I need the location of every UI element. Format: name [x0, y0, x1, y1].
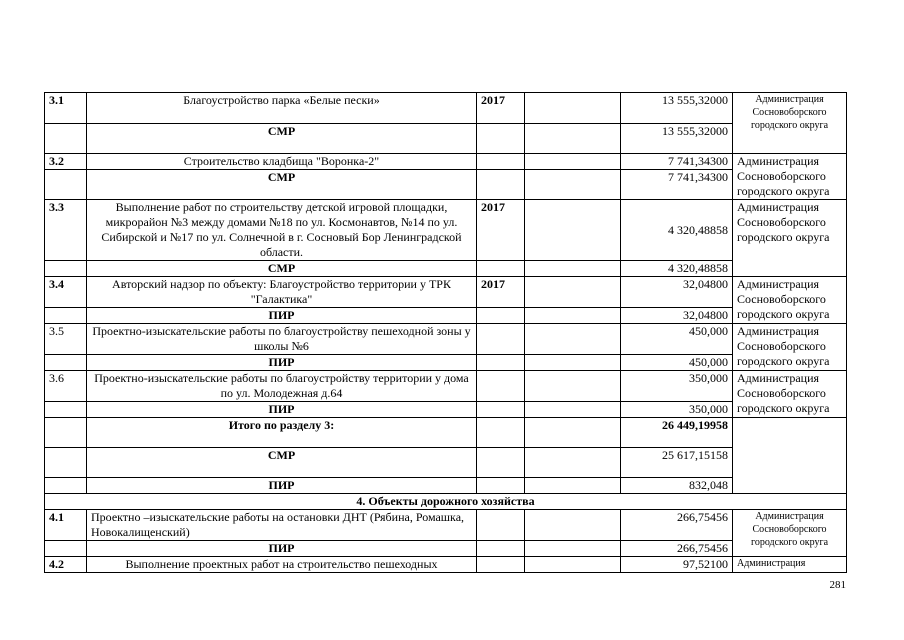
empty-cell: [45, 541, 87, 557]
row-number: 4.2: [45, 557, 87, 573]
row-amount: 13 555,32000: [621, 124, 733, 154]
table-row: [45, 557, 847, 573]
empty-cell: [45, 124, 87, 154]
table-row: [45, 124, 847, 154]
empty-cell: [525, 93, 621, 124]
row-amount: 13 555,32000: [621, 93, 733, 124]
table-row: [45, 510, 847, 541]
table-row: [45, 170, 847, 200]
row-year: 2017: [477, 200, 525, 261]
empty-cell: [525, 124, 621, 154]
empty-cell: [477, 510, 525, 541]
empty-cell: [45, 308, 87, 324]
row-year: 2017: [477, 93, 525, 124]
empty-cell: [477, 402, 525, 418]
empty-cell: [525, 170, 621, 200]
row-responsible: Администрация: [733, 557, 847, 573]
empty-cell: [477, 541, 525, 557]
total-label: Итого по разделу 3:: [87, 418, 477, 448]
table-row: [45, 200, 847, 261]
row-description: Строительство кладбища "Воронка-2": [87, 154, 477, 170]
row-amount: 450,000: [621, 355, 733, 371]
row-description: Проектно-изыскательские работы по благоустройству пешеходной зоны у школы №6: [87, 324, 477, 355]
row-amount: 266,75456: [621, 541, 733, 557]
row-year: 2017: [477, 277, 525, 308]
row-description: ПИР: [87, 308, 477, 324]
row-amount: 450,000: [621, 324, 733, 355]
row-description: Авторский надзор по объекту: Благоустройство территории у ТРК "Галактика": [87, 277, 477, 308]
empty-cell: [525, 448, 621, 478]
empty-cell: [477, 324, 525, 355]
empty-cell: [525, 277, 621, 308]
empty-cell: [525, 355, 621, 371]
empty-cell: [525, 371, 621, 402]
row-number: 4.1: [45, 510, 87, 541]
row-description: Проектно –изыскательские работы на остановки ДНТ (Рябина, Ромашка, Новокалищенский): [87, 510, 477, 541]
row-responsible: Администрация Сосновоборского городского округа: [733, 93, 847, 154]
empty-cell: [45, 355, 87, 371]
row-description: Выполнение работ по строительству детской игровой площадки, микрорайон №3 между домами №18 по ул. Космонавтов, №14 по ул. Сибирской и №17 по ул. Солнечной в г. Сосновый Бор Ленинградской области.: [87, 200, 477, 261]
row-description: СМР: [87, 170, 477, 200]
row-responsible: Администрация Сосновоборского городского округа: [733, 371, 847, 418]
row-amount: 4 320,48858: [621, 200, 733, 261]
empty-cell: [45, 448, 87, 478]
row-description: Благоустройство парка «Белые пески»: [87, 93, 477, 124]
row-responsible: Администрация Сосновоборского городского округа: [733, 200, 847, 277]
row-number: 3.2: [45, 154, 87, 170]
empty-cell: [525, 154, 621, 170]
table-row: [45, 154, 847, 170]
empty-cell: [525, 557, 621, 573]
row-number: 3.3: [45, 200, 87, 261]
row-amount: 7 741,34300: [621, 170, 733, 200]
empty-cell: [45, 402, 87, 418]
total-pir-label: ПИР: [87, 478, 477, 494]
empty-cell: [477, 154, 525, 170]
empty-cell: [45, 261, 87, 277]
empty-cell: [477, 371, 525, 402]
empty-cell: [525, 200, 621, 261]
empty-cell: [45, 170, 87, 200]
empty-cell: [525, 478, 621, 494]
total-amount: 26 449,19958: [621, 418, 733, 448]
table-row: [45, 277, 847, 308]
total-row: [45, 448, 847, 478]
empty-cell: [477, 170, 525, 200]
empty-cell: [525, 541, 621, 557]
row-amount: 4 320,48858: [621, 261, 733, 277]
row-description: ПИР: [87, 355, 477, 371]
row-amount: 32,04800: [621, 308, 733, 324]
total-pir-amount: 832,048: [621, 478, 733, 494]
row-number: 3.5: [45, 324, 87, 355]
row-description: Проектно-изыскательские работы по благоустройству территории у дома по ул. Молодежная д.64: [87, 371, 477, 402]
empty-cell: [477, 308, 525, 324]
row-responsible: Администрация Сосновоборского городского округа: [733, 154, 847, 200]
row-description: ПИР: [87, 402, 477, 418]
empty-cell: [477, 478, 525, 494]
page-number: 281: [829, 579, 846, 591]
empty-cell: [733, 418, 847, 494]
row-number: 3.1: [45, 93, 87, 124]
table-row: [45, 371, 847, 402]
row-responsible: Администрация Сосновоборского городского округа: [733, 510, 847, 557]
row-amount: 7 741,34300: [621, 154, 733, 170]
empty-cell: [525, 308, 621, 324]
table-row: [45, 541, 847, 557]
empty-cell: [477, 355, 525, 371]
row-responsible: Администрация Сосновоборского городского округа: [733, 324, 847, 371]
table-row: [45, 402, 847, 418]
empty-cell: [45, 418, 87, 448]
row-amount: 32,04800: [621, 277, 733, 308]
section-header-row: [45, 494, 847, 510]
empty-cell: [525, 402, 621, 418]
row-description: СМР: [87, 124, 477, 154]
row-description: СМР: [87, 261, 477, 277]
table-row: [45, 308, 847, 324]
total-row: [45, 418, 847, 448]
row-number: 3.6: [45, 371, 87, 402]
empty-cell: [525, 261, 621, 277]
section-title: 4. Объекты дорожного хозяйства: [45, 494, 847, 510]
row-number: 3.4: [45, 277, 87, 308]
row-description: ПИР: [87, 541, 477, 557]
table-row: [45, 261, 847, 277]
empty-cell: [525, 418, 621, 448]
empty-cell: [477, 418, 525, 448]
row-responsible: Администрация Сосновоборского городского округа: [733, 277, 847, 324]
row-amount: 97,52100: [621, 557, 733, 573]
empty-cell: [45, 478, 87, 494]
row-amount: 350,000: [621, 402, 733, 418]
budget-table: [44, 92, 847, 573]
empty-cell: [477, 557, 525, 573]
empty-cell: [477, 448, 525, 478]
table-row: [45, 93, 847, 124]
total-smr-amount: 25 617,15158: [621, 448, 733, 478]
row-amount: 350,000: [621, 371, 733, 402]
empty-cell: [477, 124, 525, 154]
row-amount: 266,75456: [621, 510, 733, 541]
total-row: [45, 478, 847, 494]
total-smr-label: СМР: [87, 448, 477, 478]
empty-cell: [477, 261, 525, 277]
row-description: Выполнение проектных работ на строительство пешеходных: [87, 557, 477, 573]
empty-cell: [525, 510, 621, 541]
table-row: [45, 355, 847, 371]
table-row: [45, 324, 847, 355]
empty-cell: [525, 324, 621, 355]
